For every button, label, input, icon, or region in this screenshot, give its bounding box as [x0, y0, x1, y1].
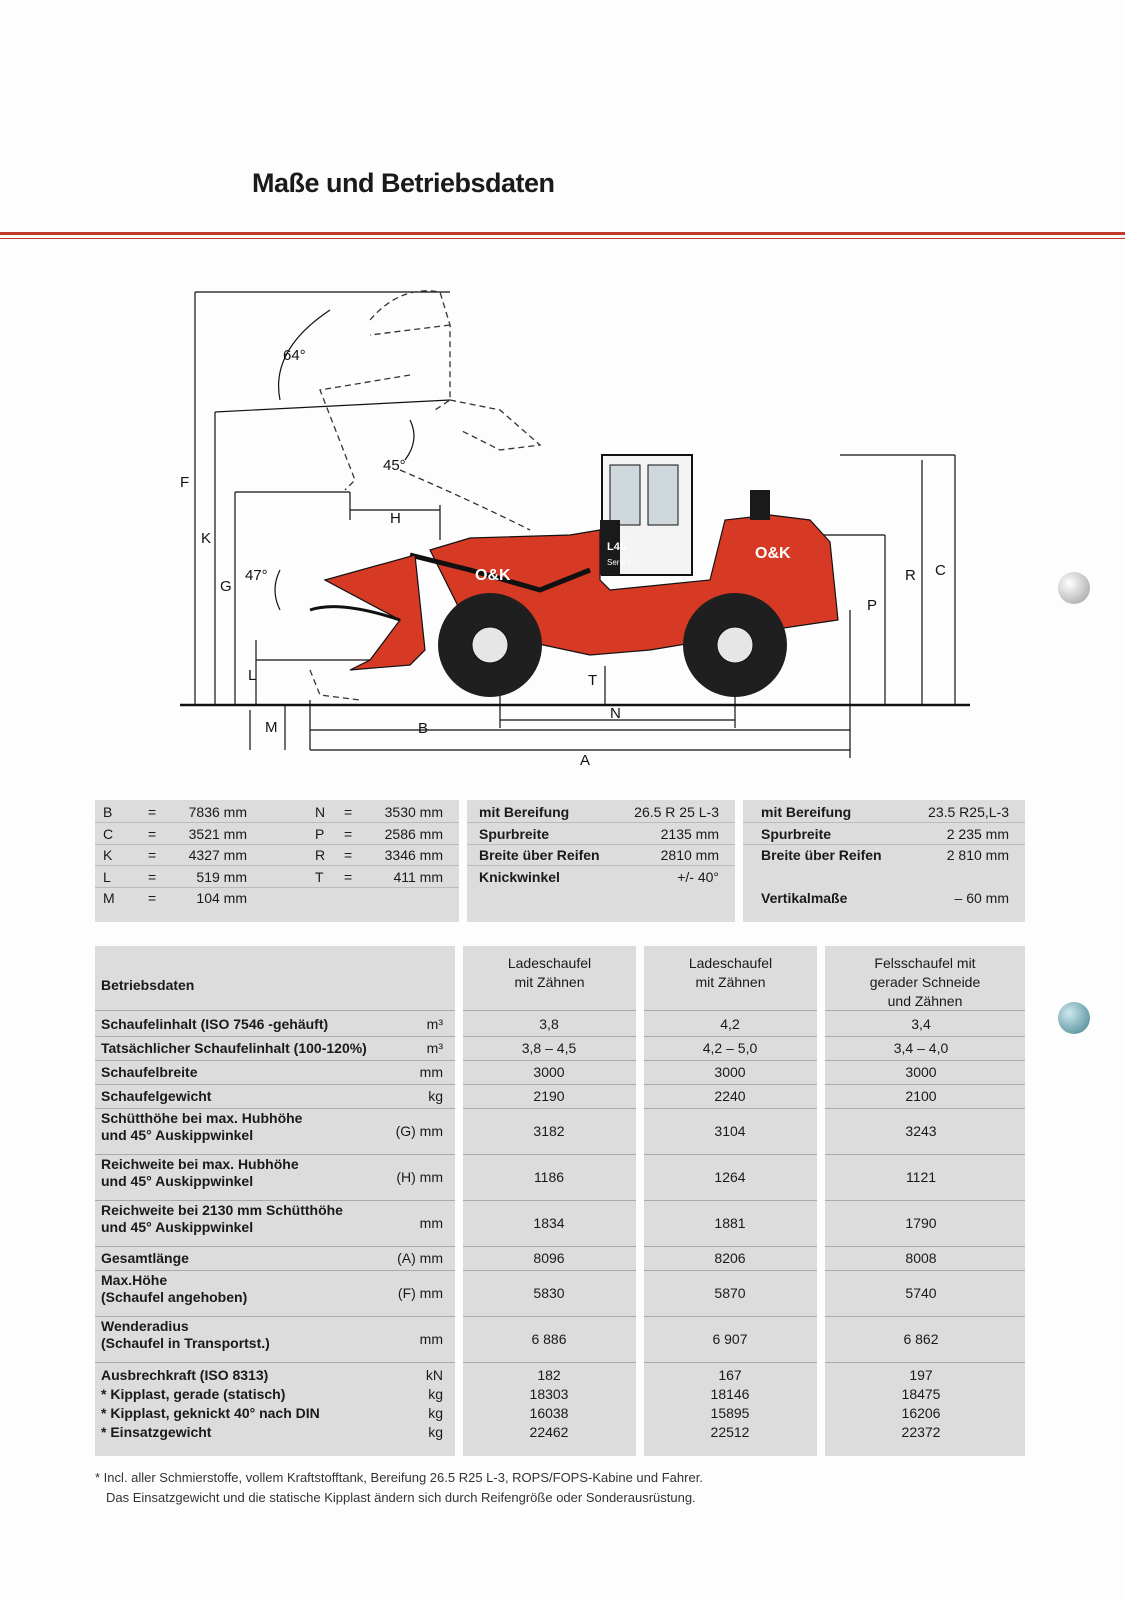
ops-row-forces [95, 1366, 1025, 1446]
dims-cell-k: C [103, 825, 114, 842]
dims-right-row [743, 888, 1025, 908]
ops-row-label: Reichweite bei 2130 mm Schütthöhe und 45° Auskippwinkel [101, 1202, 343, 1235]
punch-hole-blue [1058, 1002, 1090, 1034]
dims-cell-eq: = [148, 804, 157, 820]
dims-cell-eq: = [148, 890, 157, 906]
ops-row [95, 1036, 1025, 1060]
ops-row-unit: (G) mm [395, 1123, 443, 1139]
dims-cell-k: K [103, 847, 113, 863]
brand-logo-rear: O&K [755, 545, 791, 562]
ops-row-value: 3,4 – 4,0 [893, 1040, 949, 1056]
ops-row-value: 3243 [905, 1123, 937, 1139]
ops-row-unit: mm [419, 1331, 443, 1347]
dim-label-P: P [867, 597, 878, 614]
ops-row-label: Tatsächlicher Schaufelinhalt (100-120%) [101, 1040, 367, 1056]
dims-cell-eq2: = [344, 804, 353, 820]
dim-label-L: L [248, 667, 257, 684]
ops-row-label: Schütthöhe bei max. Hubhöhe und 45° Auskippwinkel [101, 1110, 303, 1143]
footnote: * Incl. aller Schmierstoffe, vollem Kraftstofftank, Bereifung 26.5 R25 L-3, ROPS/FOPS-Kabine und Fahrer. Das Einsatzgewicht und die statische Kipplast ändern sich durch Reifengröße oder Sonderausrüstung. [95, 1470, 703, 1505]
dim-label-F: F [180, 474, 190, 491]
dims-cell-k: Spurbreite [479, 825, 550, 842]
header-rule [0, 232, 1125, 235]
dims-left-row [95, 845, 459, 865]
brand-logo-front: O&K [475, 567, 511, 584]
dim-label-R: R [905, 567, 916, 584]
dims-cell-k: B [103, 804, 113, 820]
ops-row-value: 3000 [905, 1064, 937, 1080]
dims-cell-v: 104 mm [196, 890, 247, 906]
dims-cell-k: mit Bereifung [479, 804, 570, 820]
ops-forces-values: 167 18146 15895 22512 [710, 1367, 750, 1440]
dims-mid-row [467, 867, 735, 887]
angle-47: 47° [245, 567, 268, 584]
dims-cell-k: M [103, 890, 115, 906]
dims-cell-v: – 60 mm [954, 890, 1009, 906]
dims-right-row [743, 845, 1025, 865]
dims-cell-v: 3521 mm [188, 825, 247, 842]
ops-row-unit: kg [428, 1088, 443, 1104]
ops-header-label: Betriebsdaten [101, 977, 195, 993]
ops-row-value: 3000 [714, 1064, 746, 1080]
ops-row-value: 5870 [714, 1285, 746, 1301]
ops-row [95, 1246, 1025, 1270]
ops-row-value: 3182 [533, 1123, 565, 1139]
ops-row-value: 4,2 – 5,0 [702, 1040, 758, 1056]
ops-row [95, 1060, 1025, 1084]
ops-row-unit: mm [419, 1215, 443, 1231]
dims-cell-v2: 3530 mm [384, 804, 443, 820]
ops-row-value: 1186 [533, 1169, 565, 1185]
dims-cell-v: 23.5 R25,L-3 [928, 804, 1009, 820]
ops-row-value: 3000 [533, 1064, 565, 1080]
ops-row-label: Schaufelinhalt (ISO 7546 -gehäuft) [101, 1016, 329, 1032]
angle-64: 64° [283, 347, 306, 364]
dims-cell-k: L [103, 868, 111, 885]
ops-row [95, 1154, 1025, 1200]
ops-row-label: Max.Höhe (Schaufel angehoben) [101, 1272, 248, 1305]
ops-row-value: 3,4 [911, 1016, 931, 1032]
ops-row-unit: m³ [426, 1040, 443, 1056]
ops-col-header-3: Felsschaufel mit gerader Schneide und Zähnen [869, 955, 981, 1009]
dim-label-M: M [265, 719, 278, 736]
serie-label: Serie C [607, 558, 634, 567]
ops-row-value: 3,8 – 4,5 [521, 1040, 577, 1056]
dims-left-row [95, 802, 459, 822]
ops-row-unit: (A) mm [397, 1250, 443, 1266]
dims-cell-v2: 2586 mm [384, 825, 443, 842]
ops-row-value: 8096 [533, 1250, 565, 1266]
dims-cell-k: Breite über Reifen [761, 847, 882, 863]
dims-cell-k: Knickwinkel [479, 868, 560, 885]
dim-label-K: K [201, 530, 212, 547]
dims-cell-v: +/- 40° [677, 868, 719, 885]
ops-row-value: 2100 [905, 1088, 937, 1104]
dims-mid-row [467, 824, 735, 844]
dims-right-row [743, 824, 1025, 844]
ops-row-value: 1834 [533, 1215, 565, 1231]
ops-row-value: 6 907 [712, 1331, 748, 1347]
dims-cell-k: Vertikalmaße [761, 890, 848, 906]
dims-cell-v: 2 235 mm [946, 825, 1009, 842]
dims-cell-eq: = [148, 825, 157, 842]
dim-label-B: B [418, 720, 429, 737]
dims-left-row [95, 888, 459, 908]
dimensions-table [95, 800, 1025, 922]
ops-col-header-2: Ladeschaufel mit Zähnen [688, 955, 773, 990]
dims-right-row [743, 867, 1025, 887]
dims-cell-k: mit Bereifung [761, 804, 852, 820]
ops-row [95, 1012, 1025, 1036]
ops-row-unit: (F) mm [397, 1285, 443, 1301]
loader-dimension-drawing [170, 280, 990, 790]
dims-cell-eq2: = [344, 825, 353, 842]
ops-row [95, 1108, 1025, 1154]
dims-cell-v: 2135 mm [660, 825, 719, 842]
dims-mid-row [467, 845, 735, 865]
ops-row-value: 5740 [905, 1285, 937, 1301]
dims-mid-row [467, 802, 735, 822]
dims-cell-k: Breite über Reifen [479, 847, 600, 863]
ops-row-unit: (H) mm [396, 1169, 443, 1185]
dims-cell-v: 2810 mm [660, 847, 719, 863]
dims-right-row [743, 802, 1025, 822]
ops-row-value: 2240 [714, 1088, 746, 1104]
ops-row-value: 1264 [714, 1169, 746, 1185]
angle-45: 45° [383, 457, 406, 474]
ops-row-value: 6 862 [903, 1331, 939, 1347]
ops-row [95, 1316, 1025, 1362]
punch-hole-grey [1058, 572, 1090, 604]
ops-row-value: 3104 [714, 1123, 746, 1139]
ops-row-value: 8008 [905, 1250, 937, 1266]
dims-cell-v2: 3346 mm [384, 847, 443, 863]
ops-row-label: Reichweite bei max. Hubhöhe und 45° Auskippwinkel [101, 1156, 299, 1189]
dims-cell-v: 26.5 R 25 L-3 [634, 804, 719, 820]
dims-cell-v: 2 810 mm [946, 847, 1009, 863]
dim-label-H: H [390, 510, 401, 527]
ops-row-value: 8206 [714, 1250, 746, 1266]
ops-row-value: 3,8 [539, 1016, 559, 1032]
ops-row-value: 1121 [905, 1169, 937, 1185]
ops-row-value: 5830 [533, 1285, 565, 1301]
ops-row-value: 4,2 [720, 1016, 740, 1032]
dims-cell-k2: T [315, 868, 324, 885]
dim-label-G: G [220, 578, 232, 595]
dims-cell-eq: = [148, 847, 157, 863]
page-title: Maße und Betriebsdaten [252, 168, 555, 198]
ops-forces-values: 197 18475 16206 22372 [901, 1367, 941, 1440]
dims-cell-eq2: = [344, 847, 353, 863]
dim-label-C: C [935, 562, 946, 579]
ops-forces-labels: Ausbrechkraft (ISO 8313) * Kipplast, gerade (statisch) * Kipplast, geknickt 40° nach DIN * Einsatzgewicht [101, 1367, 320, 1440]
dims-cell-v2: 411 mm [393, 868, 443, 885]
dims-cell-eq: = [148, 868, 157, 885]
ops-row-value: 6 886 [531, 1331, 567, 1347]
dim-label-T: T [588, 672, 598, 689]
ops-col-header-1: Ladeschaufel mit Zähnen [507, 955, 592, 990]
ops-row-value: 1881 [714, 1215, 746, 1231]
ops-row-label: Schaufelgewicht [101, 1088, 212, 1104]
dims-cell-v: 7836 mm [188, 804, 247, 820]
dims-left-row [95, 867, 459, 887]
dim-label-N: N [610, 705, 621, 722]
ops-row-unit: m³ [426, 1016, 443, 1032]
model-label: L45 [607, 541, 626, 553]
ops-row-value: 1790 [905, 1215, 937, 1231]
dims-cell-v: 4327 mm [188, 847, 247, 863]
ops-row-value: 2190 [533, 1088, 565, 1104]
loader-body [310, 455, 838, 697]
ops-row-unit: mm [419, 1064, 443, 1080]
dims-cell-k2: R [315, 847, 326, 863]
dims-cell-k: Spurbreite [761, 825, 832, 842]
header-rule-thin [0, 238, 1125, 239]
ops-row-label: Schaufelbreite [101, 1064, 198, 1080]
dims-cell-v: 519 mm [196, 868, 247, 885]
ops-row [95, 1084, 1025, 1108]
ops-row-label: Gesamtlänge [101, 1250, 189, 1266]
dims-left-row [95, 824, 459, 844]
dim-label-A: A [580, 752, 591, 769]
ops-row [95, 1200, 1025, 1246]
ops-forces-units: kN kg kg kg [425, 1367, 443, 1440]
ops-row-label: Wenderadius (Schaufel in Transportst.) [101, 1318, 270, 1351]
ops-row [95, 1270, 1025, 1316]
dims-cell-k2: P [315, 825, 325, 842]
dims-cell-eq2: = [344, 868, 353, 885]
dims-cell-k2: N [315, 804, 326, 820]
ops-forces-values: 182 18303 16038 22462 [529, 1367, 569, 1440]
